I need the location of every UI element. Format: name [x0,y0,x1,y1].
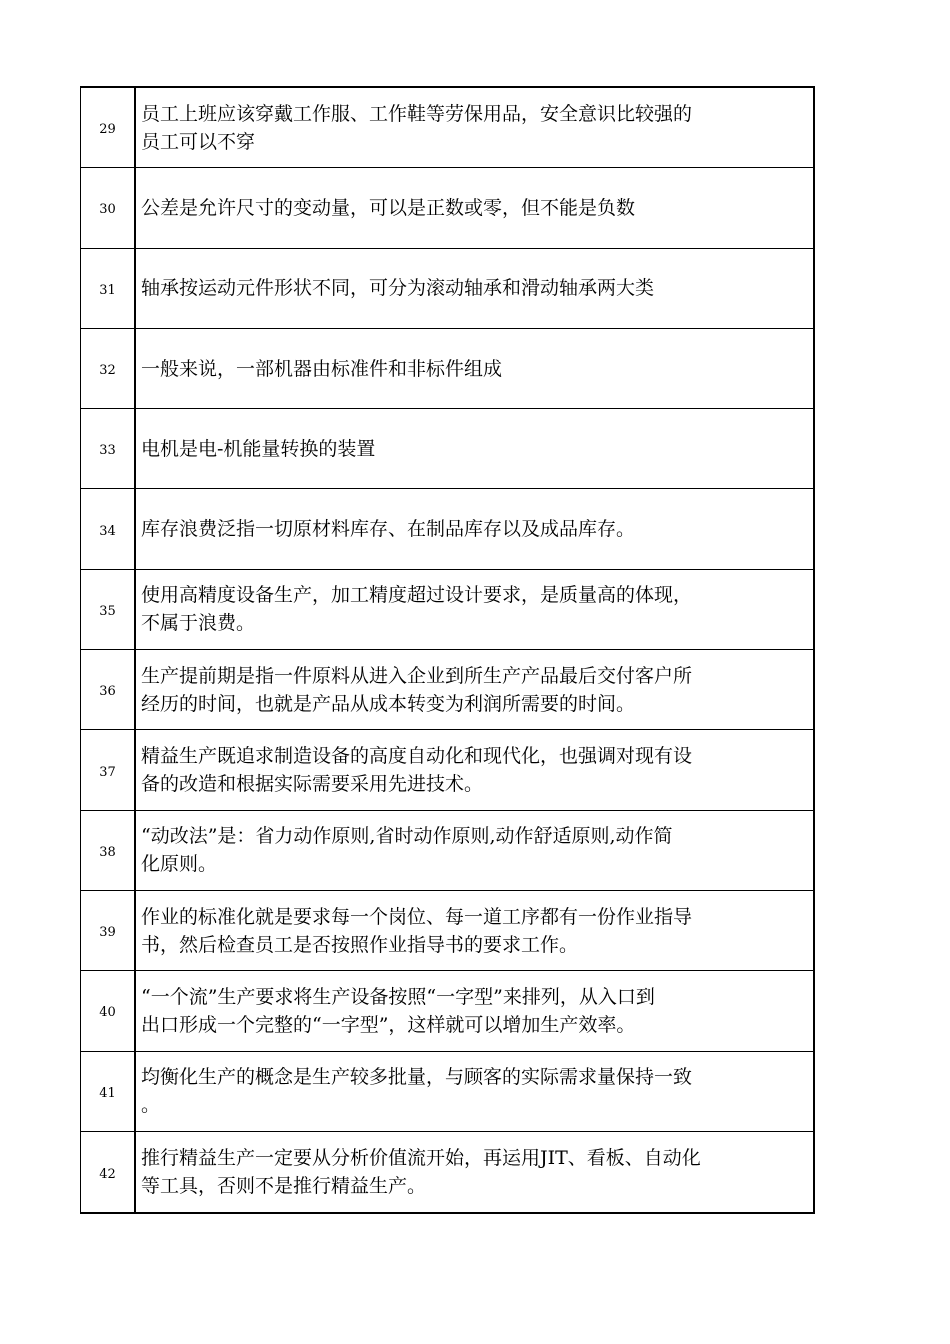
question-table [80,86,815,1214]
statement-line: 等工具，否则不是推行精益生产。 [141,1175,427,1197]
statement-line: 备的改造和根据实际需要采用先进技术。 [141,773,484,796]
table-row [81,650,813,730]
row-number: 30 [81,168,136,247]
table-row [81,329,813,409]
table-row [81,811,813,891]
statement-line: 员工上班应该穿戴工作服、工作鞋等劳保用品，安全意识比较强的 [141,102,693,125]
statement-line: 推行精益生产一定要从分析价值流开始，再运用JIT、看板、自动化 [141,1147,701,1169]
statement-line: 一般来说，一部机器由标准件和非标件组成 [141,357,503,380]
row-statement [136,409,813,488]
table-row [81,1132,813,1212]
row-number: 32 [81,329,136,408]
row-number: 37 [81,730,136,809]
row-number: 36 [81,650,136,729]
table-row [81,168,813,248]
statement-line: 作业的标准化就是要求每一个岗位、每一道工序都有一份作业指导 [141,905,693,928]
table-row [81,489,813,569]
table-row [81,409,813,489]
row-number: 29 [81,88,136,167]
statement-line: 经历的时间，也就是产品从成本转变为利润所需要的时间。 [141,692,636,715]
row-number: 42 [81,1132,136,1212]
statement-line: 化原则。 [141,853,218,876]
row-statement [136,88,813,167]
statement-line: 公差是允许尺寸的变动量，可以是正数或零，但不能是负数 [141,196,636,219]
row-statement [136,329,813,408]
table-row [81,570,813,650]
statement-line: 库存浪费泛指一切原材料库存、在制品库存以及成品库存。 [141,518,636,541]
row-number: 33 [81,409,136,488]
statement-line: 出口形成一个完整的“一字型”，这样就可以增加生产效率。 [141,1013,636,1036]
statement-line: 电机是电-机能量转换的装置 [141,437,376,460]
row-number: 34 [81,489,136,568]
table-row [81,1052,813,1132]
statement-line: 轴承按运动元件形状不同，可分为滚动轴承和滑动轴承两大类 [141,277,655,300]
table-row [81,891,813,971]
statement-line: 生产提前期是指一件原料从进入企业到所生产产品最后交付客户所 [141,664,693,687]
statement-line: 书，然后检查员工是否按照作业指导书的要求工作。 [141,933,579,956]
table-row [81,730,813,810]
row-number: 38 [81,811,136,890]
row-statement [136,730,813,809]
statement-line: 精益生产既追求制造设备的高度自动化和现代化，也强调对现有设 [141,745,693,768]
statement-line: 使用高精度设备生产，加工精度超过设计要求，是质量高的体现， [141,584,693,607]
statement-line: 不属于浪费。 [141,612,256,635]
row-statement [136,168,813,247]
row-number: 31 [81,249,136,328]
row-number: 35 [81,570,136,649]
row-number: 40 [81,971,136,1050]
table-row [81,971,813,1051]
table-row [81,249,813,329]
statement-line: “一个流”生产要求将生产设备按照“一字型”来排列，从入口到 [141,985,655,1008]
statement-line: 。 [141,1094,161,1117]
row-statement [136,891,813,970]
row-statement [136,811,813,890]
statement-line: “动改法”是：省力动作原则,省时动作原则,动作舒适原则,动作简 [141,825,673,848]
row-statement [136,971,813,1050]
row-statement [136,650,813,729]
table-row [81,88,813,168]
statement-line: 员工可以不穿 [141,130,256,153]
statement-line: 均衡化生产的概念是生产较多批量，与顾客的实际需求量保持一致 [141,1066,693,1089]
row-statement [136,570,813,649]
row-number: 41 [81,1052,136,1131]
row-statement [136,1132,813,1212]
row-number: 39 [81,891,136,970]
row-statement [136,1052,813,1131]
row-statement [136,489,813,568]
row-statement [136,249,813,328]
